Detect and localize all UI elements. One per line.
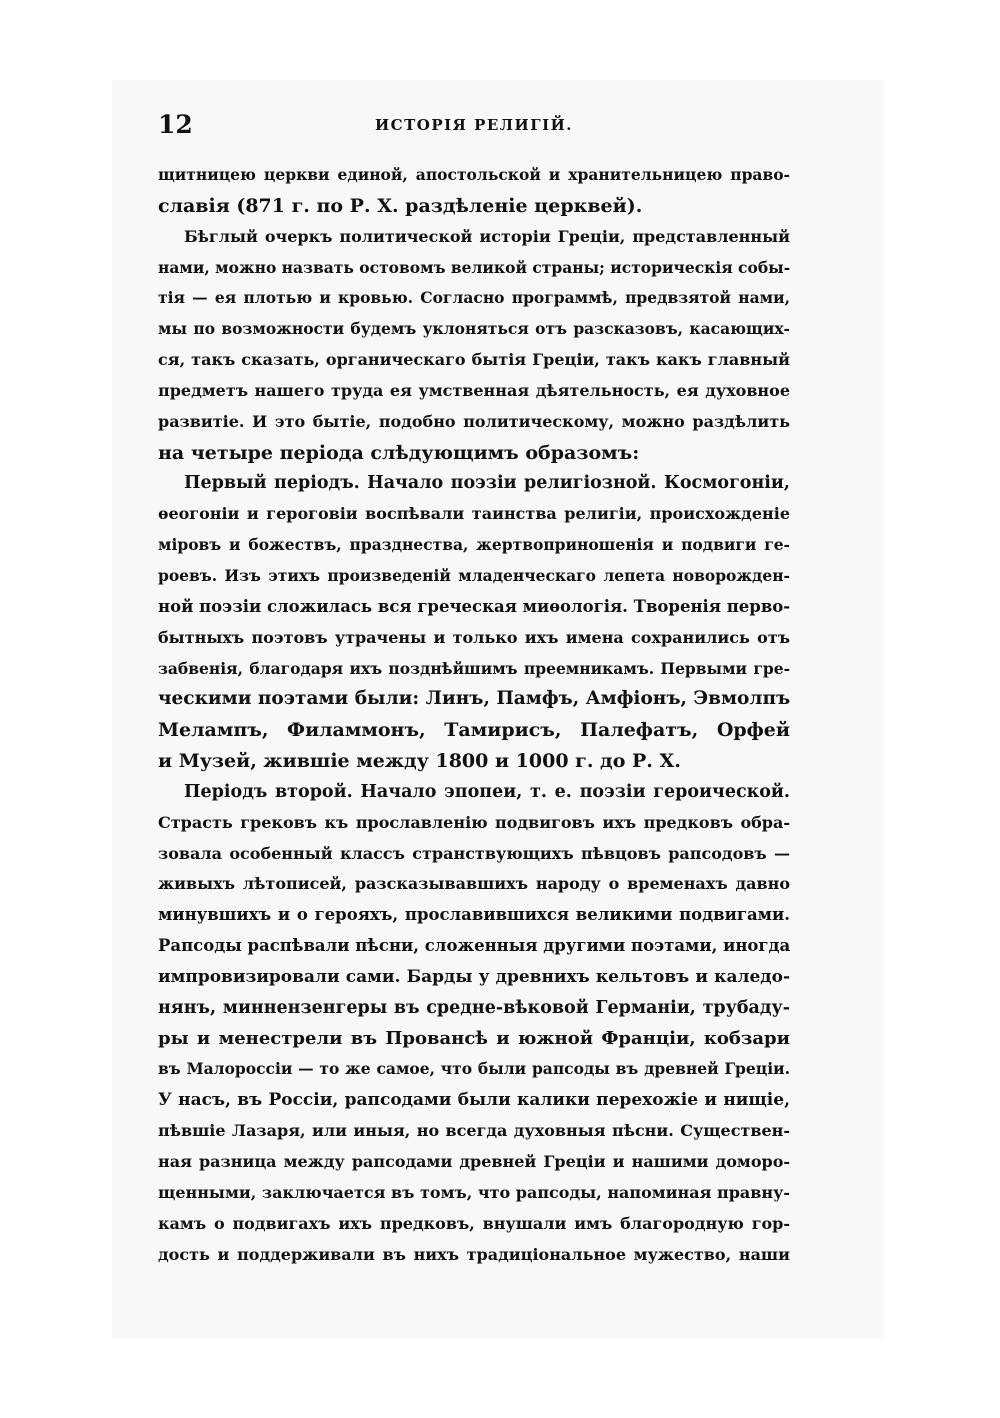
text-line: міровъ и божествъ, празднества, жертвоприношенія и подвиги ге-	[158, 535, 790, 555]
text-line: Страсть грековъ къ прославленію подвиговъ ихъ предковъ обра-	[158, 812, 790, 832]
text-line: предметъ нашего труда ея умственная дѣятельность, ея духовное	[158, 380, 790, 400]
body-text	[158, 160, 790, 1270]
text-line: ной поэзіи сложилась вся греческая миѳологія. Творенія перво-	[158, 596, 790, 616]
text-line: славія (871 г. по Р. Х. раздѣленіе церквей).	[158, 194, 643, 217]
text-line: щитницею церкви единой, апостольской и хранительницею право-	[158, 165, 790, 184]
text-line: нянъ, миннензенгеры въ средне-вѣковой Германіи, трубаду-	[158, 997, 790, 1018]
text-line: Бѣглый очеркъ политической исторіи Греціи, представленный	[184, 226, 790, 246]
text-line: ная разница между рапсодами древней Греціи и нашими доморо-	[158, 1152, 790, 1171]
text-line: ры и менестрели въ Провансѣ и южной Франціи, кобзари	[158, 1027, 790, 1049]
text-line: ся, такъ сказать, органическаго бытія Греціи, такъ какъ главный	[158, 350, 790, 370]
page-number: 12	[158, 110, 193, 139]
text-line: У насъ, въ Россіи, рапсодами были калики перехожіе и нищіе,	[158, 1090, 790, 1111]
text-line: роевъ. Изъ этихъ произведеній младенческаго лепета новорожден-	[158, 565, 790, 585]
page-header	[158, 108, 790, 142]
text-line: Періодъ второй. Начало эпопеи, т. е. поэзіи героической.	[184, 781, 790, 802]
text-line: минувшихъ и о герояхъ, прославившихся великими подвигами.	[158, 905, 790, 925]
text-line: нами, можно назвать остовомъ великой страны; историческія собы-	[158, 257, 790, 277]
text-line: дость и поддерживали въ нихъ традиціональное мужество, наши	[158, 1244, 790, 1264]
text-line: ческими поэтами были: Линъ, Памфъ, Амфіонъ, Эвмолпъ	[158, 688, 790, 710]
text-line: импровизировали сами. Барды у древнихъ кельтовъ и каледо-	[158, 966, 790, 987]
text-line: Первый періодъ. Начало поэзіи религіозной. Космогоніи,	[184, 473, 790, 494]
text-line: и Музей, жившіе между 1800 и 1000 г. до Р. Х.	[158, 750, 681, 773]
text-line: бытныхъ поэтовъ утрачены и только ихъ имена сохранились отъ	[158, 627, 790, 647]
text-line: камъ о подвигахъ ихъ предковъ, внушали имъ благородную гор-	[158, 1213, 790, 1233]
text-line: Рапсоды распѣвали пѣсни, сложенныя другими поэтами, иногда	[158, 936, 790, 956]
text-line: въ Малороссіи — то же самое, что были рапсоды въ древней Греціи.	[158, 1059, 790, 1079]
text-line: тія — ея плотью и кровью. Согласно программѣ, предвзятой нами,	[158, 288, 790, 308]
text-line: Мелампъ, Филаммонъ, Тамирисъ, Палефатъ, Орфей	[158, 719, 790, 742]
text-line: на четыре періода слѣдующимъ образомъ:	[158, 441, 640, 464]
text-line: зовала особенный классъ странствующихъ пѣвцовъ рапсодовъ —	[158, 843, 790, 863]
text-line: ѳеогоніи и героговіи воспѣвали таинства религіи, происхожденіе	[158, 504, 790, 524]
running-head: ИСТОРІЯ РЕЛИГІЙ.	[374, 116, 573, 134]
text-line: щенными, заключается въ томъ, что рапсоды, напоминая правну-	[158, 1182, 790, 1202]
text-line: забвенія, благодаря ихъ позднѣйшимъ преемникамъ. Первыми гре-	[158, 658, 790, 678]
text-line: развитіе. И это бытіе, подобно политическому, можно раздѣлить	[158, 411, 790, 431]
text-line: мы по возможности будемъ уклоняться отъ разсказовъ, касающих-	[158, 319, 790, 339]
text-line: живыхъ лѣтописей, разсказывавшихъ народу о временахъ давно	[158, 874, 790, 894]
text-line: пѣвшіе Лазаря, или иныя, но всегда духовныя пѣсни. Существен-	[158, 1121, 790, 1141]
